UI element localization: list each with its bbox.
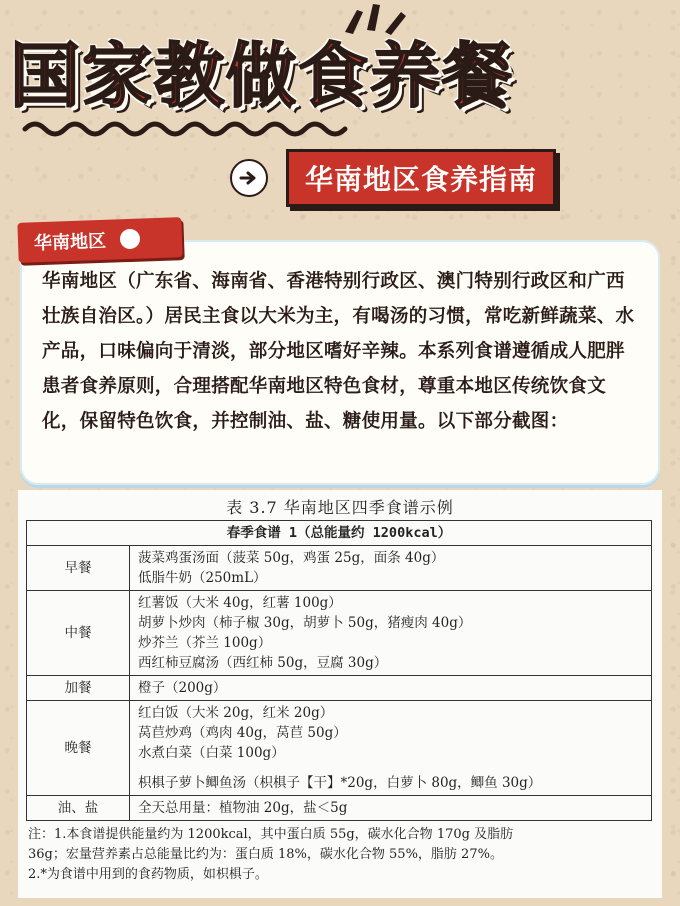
arrow-right-icon: [230, 159, 268, 197]
meal-item: 炒芥兰（芥兰 100g）: [138, 635, 272, 651]
meal-items: [130, 796, 652, 821]
meal-item: 胡萝卜炒肉（柿子椒 30g，胡萝卜 50g，猪瘦肉 40g）: [138, 615, 472, 631]
intro-paragraph: 华南地区（广东省、海南省、香港特别行政区、澳门特别行政区和广西壮族自治区。）居民主食以大米为主，有喝汤的习惯，常吃新鲜蔬菜、水产品，口味偏向于清淡，部分地区嗜好辛辣。本系列食谱遵循成人肥胖患者食养原则，合理搭配华南地区特色食材，尊重本地区传统饮食文化，保留特色饮食，并控制油、盐、糖使用量。以下部分截图：: [42, 271, 635, 432]
note-line: 36g；宏量营养素占总能量比约为：蛋白质 18%，碳水化合物 55%，脂肪 27%。: [28, 847, 503, 862]
meal-item: 莴苣炒鸡（鸡肉 40g，莴苣 50g）: [138, 725, 347, 741]
meal-items: [130, 701, 652, 796]
note-line: 2.*为食谱中用到的食药物质，如枳椇子。: [28, 867, 268, 882]
table-row: [27, 676, 652, 701]
meal-items: [130, 546, 652, 591]
table-row: [27, 591, 652, 676]
meal-item: 全天总用量：植物油 20g，盐＜5g: [138, 800, 348, 816]
menu-table: [26, 520, 652, 821]
meal-label: 中餐: [27, 591, 130, 676]
meal-label: 早餐: [27, 546, 130, 591]
table-row: [27, 546, 652, 591]
table-notes: [26, 821, 654, 885]
meal-label: 晚餐: [27, 701, 130, 796]
meal-item: 橙子（200g）: [138, 680, 227, 696]
meal-label: 加餐: [27, 676, 130, 701]
meal-item: 西红柿豆腐汤（西红柿 50g，豆腐 30g）: [138, 655, 388, 671]
region-tag: [17, 217, 182, 263]
meal-item: 水煮白菜（白菜 100g）: [138, 745, 285, 761]
meal-item: 红白饭（大米 20g，红米 20g）: [138, 705, 334, 721]
dot-icon: [120, 229, 141, 250]
table-row: [27, 701, 652, 796]
menu-table-card: [18, 490, 662, 898]
meal-label: 油、盐: [27, 796, 130, 821]
meal-items: [130, 591, 652, 676]
subtitle-banner: 华南地区食养指南: [286, 149, 556, 207]
meal-item: 菠菜鸡蛋汤面（菠菜 50g，鸡蛋 25g，面条 40g）: [138, 550, 445, 566]
squiggle-decoration: [20, 116, 350, 142]
section-title: 春季食谱 1（总能量约 1200kcal）: [27, 521, 652, 546]
subtitle-row: [230, 150, 556, 206]
table-row: [27, 796, 652, 821]
meal-items: [130, 676, 652, 701]
main-title: 国家教做食养餐: [10, 35, 514, 117]
table-caption: 表 3.7 华南地区四季食谱示例: [226, 498, 454, 517]
note-line: 注：1.本食谱提供能量约为 1200kcal，其中蛋白质 55g，碳水化合物 170g 及脂肪: [28, 827, 514, 842]
meal-item: 红薯饭（大米 40g，红薯 100g）: [138, 595, 342, 611]
meal-item: 低脂牛奶（250mL）: [138, 570, 267, 586]
meal-item: 枳椇子萝卜鲫鱼汤（枳椇子【干】*20g，白萝卜 80g，鲫鱼 30g）: [138, 775, 542, 791]
region-tag-label: 华南地区: [33, 230, 107, 255]
intro-card: [20, 240, 660, 485]
